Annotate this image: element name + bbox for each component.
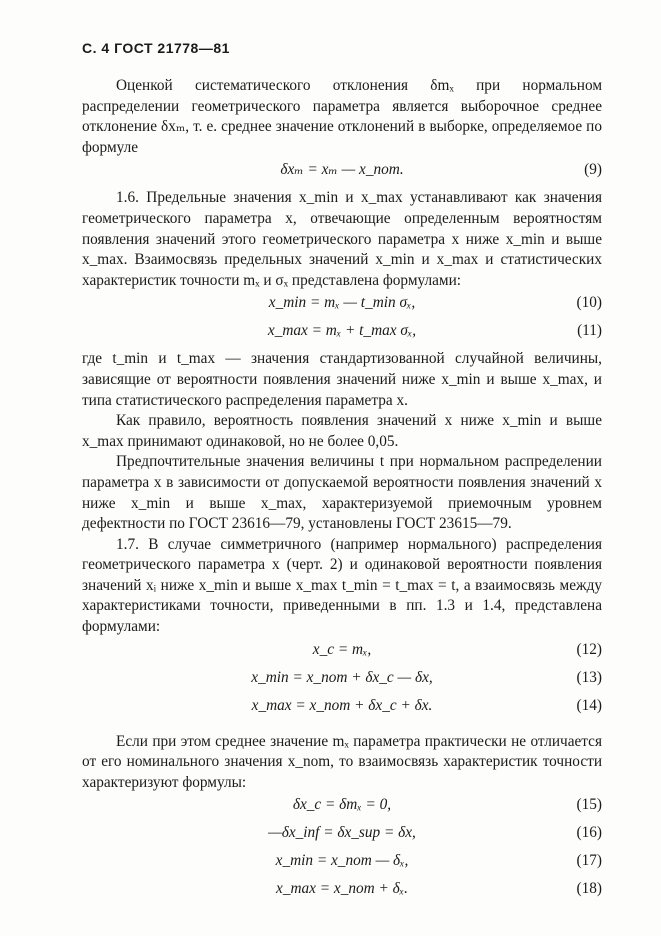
- formula-18-number: (18): [576, 880, 602, 898]
- formula-16-number: (16): [576, 824, 602, 842]
- formula-16-expr: —δx_inf = δx_sup = δx,: [268, 824, 416, 842]
- paragraph-tmin: где t_min и t_max — значения стандартизованной случайной величины, зависящие от вероятности появления значений ниже x_min и выше x_max, и типа статистического распределения параметра x.: [82, 350, 602, 409]
- paragraph-if: Если при этом среднее значение mₓ параметра практически не отличается от его номинального значения x_nom, то взаимосвязь характеристик точности характеризуют формулы:: [82, 732, 602, 791]
- formula-14-expr: x_max = x_nom + δx_c + δx.: [251, 696, 433, 714]
- formula-18: [82, 879, 602, 905]
- formula-18-expr: x_max = x_nom + δₓ.: [276, 880, 408, 898]
- formula-11-number: (11): [577, 322, 602, 340]
- page-content: [82, 76, 602, 907]
- paragraph-1-6: 1.6. Предельные значения x_min и x_max устанавливают как значения геометрического параметра x, отвечающие определенным вероятностям появления значений этого геометрического параметра x ниже x_min и выше x_max. Взаимосвязь предельных значений x_min и x_max и статистических характеристик точности mₓ и σₓ представлена формулами:: [82, 189, 602, 289]
- formula-10-expr: x_min = mₓ — t_min σₓ,: [268, 294, 416, 312]
- formula-13-expr: x_min = x_nom + δx_c — δx,: [251, 668, 433, 686]
- formula-12-number: (12): [576, 640, 602, 658]
- paragraph-preferred: Предпочтительные значения величины t при нормальном распределении параметра x в зависимости от допускаемой вероятности появления значений x ниже x_min и выше x_max, характеризуемой приемочным уровнем дефектности по ГОСТ 23616—79, установлены ГОСТ 23615—79.: [82, 453, 602, 533]
- formula-17-number: (17): [576, 852, 602, 870]
- formula-15: [82, 795, 602, 821]
- formula-14: [82, 696, 602, 722]
- formula-15-number: (15): [576, 796, 602, 814]
- formula-9-number: (9): [584, 161, 602, 179]
- page-header: С. 4 ГОСТ 21778—81: [82, 40, 230, 56]
- paragraph-intro: Оценкой систематического отклонения δmₓ при нормальном распределении геометрического параметра является выборочное среднее отклонение δxₘ, т. е. среднее значение отклонений в выборке, определяемое по формуле: [82, 77, 602, 156]
- formula-14-number: (14): [576, 696, 602, 714]
- formula-12-expr: x_c = mₓ,: [312, 640, 372, 658]
- formula-10: [82, 293, 602, 319]
- formula-17-expr: x_min = x_nom — δₓ,: [275, 852, 409, 870]
- formula-9-expr: δxₘ = xₘ — x_nom.: [280, 161, 404, 179]
- paragraph-1-7: 1.7. В случае симметричного (например нормального) распределения геометрического параметра x (черт. 2) и одинаковой вероятности появления значений xᵢ ниже x_min и выше x_max t_min = t_max = t, а взаимосвязь между характеристиками точности, приведенными в пп. 1.3 и 1.4, представлена формулами:: [82, 535, 602, 636]
- formula-17: [82, 851, 602, 877]
- formula-9: [82, 160, 602, 186]
- formula-16: [82, 823, 602, 849]
- formula-11: [82, 321, 602, 347]
- formula-11-expr: x_max = mₓ + t_max σₓ,: [267, 322, 417, 340]
- paragraph-rule: Как правило, вероятность появления значений x ниже x_min и выше x_max принимают одинаковой, но не более 0,05.: [82, 412, 602, 450]
- formula-15-expr: δx_c = δmₓ = 0,: [292, 796, 392, 814]
- formula-13: [82, 668, 602, 694]
- formula-13-number: (13): [576, 668, 602, 686]
- formula-10-number: (10): [576, 294, 602, 312]
- formula-12: [82, 640, 602, 666]
